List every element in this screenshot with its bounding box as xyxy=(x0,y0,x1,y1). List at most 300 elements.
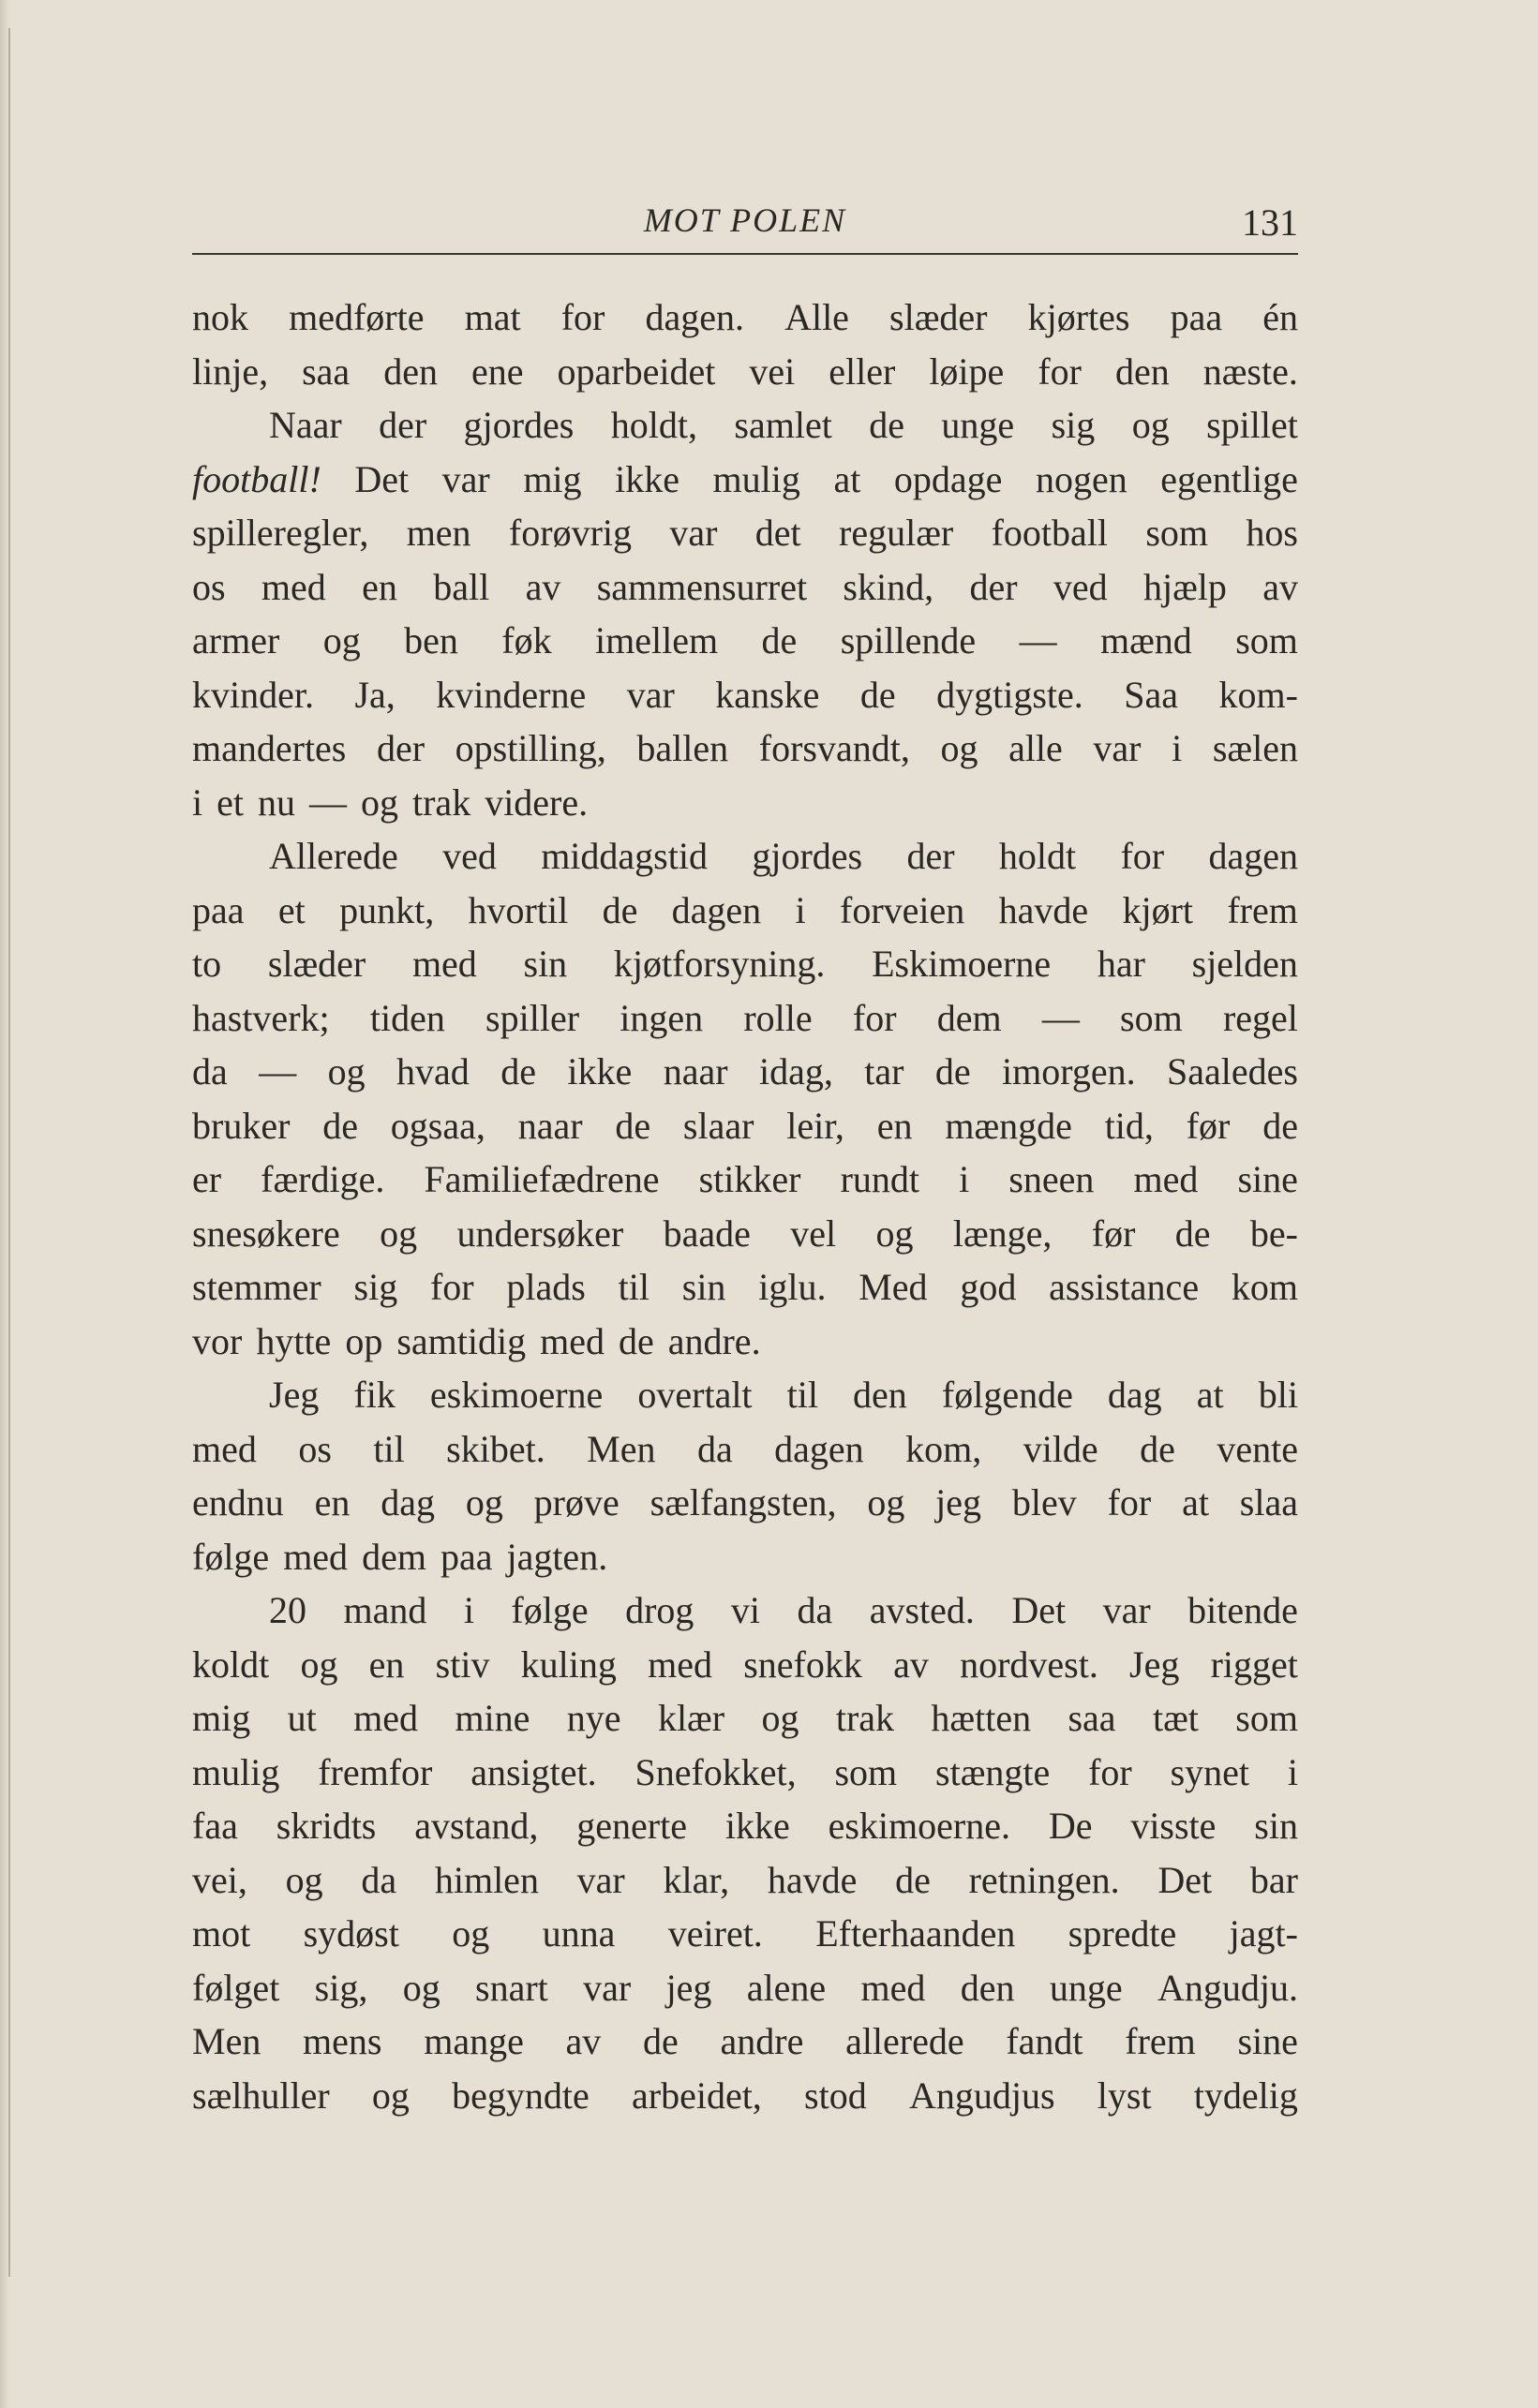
word: en xyxy=(876,1104,913,1147)
word: to xyxy=(192,943,222,985)
text-line xyxy=(192,506,1298,560)
word: klar, xyxy=(663,1858,730,1901)
word: for xyxy=(1038,349,1082,393)
header-rule xyxy=(192,253,1298,255)
word: Men xyxy=(192,2020,261,2062)
word: ved xyxy=(1053,565,1108,608)
word: skibet. xyxy=(446,1427,545,1470)
word: stængte xyxy=(935,1750,1051,1793)
word: og xyxy=(361,780,398,824)
word: var xyxy=(441,457,490,500)
word: undersøker xyxy=(456,1211,624,1255)
text-line xyxy=(192,1315,1298,1369)
text-line xyxy=(192,1691,1298,1746)
text-line xyxy=(192,398,1298,453)
word: Naar xyxy=(269,404,342,446)
word: avstand, xyxy=(414,1805,539,1847)
word: Saaledes xyxy=(1167,1050,1298,1093)
word: hvad xyxy=(396,1050,470,1093)
word: de xyxy=(761,619,798,661)
word: at xyxy=(833,457,861,500)
word: plads xyxy=(506,1266,586,1308)
word: spiller xyxy=(485,996,580,1039)
word: iglu. xyxy=(758,1266,827,1308)
word: vente xyxy=(1217,1427,1298,1470)
word: kom- xyxy=(1218,673,1298,716)
word: trak xyxy=(835,1697,895,1739)
word: for xyxy=(1120,835,1165,877)
word: med xyxy=(648,1642,712,1686)
word: de xyxy=(643,2020,679,2062)
word: nogen xyxy=(1035,457,1127,500)
word: — xyxy=(1041,996,1080,1039)
word: en xyxy=(314,1481,351,1524)
word: sin xyxy=(523,943,568,985)
word: slæder xyxy=(889,296,988,338)
word: Saa xyxy=(1124,673,1179,716)
word: vor xyxy=(192,1319,243,1362)
word: frem xyxy=(1125,2020,1196,2062)
word: at xyxy=(1196,1374,1224,1416)
word: gjordes xyxy=(752,835,863,877)
word: ingen xyxy=(620,996,704,1039)
word: kvinder. xyxy=(192,673,314,716)
text-line xyxy=(192,1152,1298,1207)
word: av xyxy=(565,2020,602,2062)
word: da xyxy=(797,1589,833,1631)
word: mat xyxy=(464,296,521,338)
word: de xyxy=(322,1104,358,1147)
word: ved xyxy=(442,835,497,877)
word: mig xyxy=(192,1697,251,1739)
word: med xyxy=(860,1966,926,2009)
word: hætten xyxy=(931,1697,1032,1739)
word: bruker xyxy=(192,1104,291,1147)
word: og xyxy=(380,1211,418,1255)
word: ikke xyxy=(724,1805,790,1847)
word: saa xyxy=(1068,1697,1116,1739)
word: stikker xyxy=(698,1158,801,1200)
word: mand xyxy=(343,1589,427,1631)
word: kjørt xyxy=(1122,888,1194,931)
word: armer xyxy=(192,619,280,661)
word: den xyxy=(1114,349,1170,393)
word: rundt xyxy=(840,1158,919,1200)
word: alle xyxy=(1008,727,1063,769)
word: eller xyxy=(829,349,896,393)
word: forøvrig xyxy=(508,512,632,554)
word: med xyxy=(192,1427,257,1470)
word: de xyxy=(895,1858,931,1901)
body-text xyxy=(192,290,1298,2122)
word: de xyxy=(618,1319,654,1362)
word: football! xyxy=(192,457,321,500)
word: er xyxy=(192,1158,222,1200)
text-line xyxy=(192,1583,1298,1638)
word: den xyxy=(960,1966,1015,2009)
word: stod xyxy=(804,2074,867,2117)
word: naar xyxy=(663,1050,728,1093)
word: og xyxy=(322,619,361,661)
word: var xyxy=(1102,1589,1151,1631)
word: dag xyxy=(381,1481,435,1524)
word: saa xyxy=(302,349,351,393)
word: Eskimoerne xyxy=(872,943,1052,985)
word: tid, xyxy=(1104,1104,1154,1147)
word: i xyxy=(463,1589,474,1631)
word: gjordes xyxy=(463,404,575,446)
word: av xyxy=(525,565,561,608)
word: spredte xyxy=(1068,1912,1177,1955)
word: vilde xyxy=(1023,1427,1098,1470)
word: os xyxy=(298,1427,332,1470)
word: kjøtforsyning. xyxy=(613,943,826,985)
word: de xyxy=(602,888,638,931)
word: unge xyxy=(941,404,1015,446)
word: mig xyxy=(523,457,582,500)
word: — xyxy=(1019,619,1057,661)
word: da xyxy=(192,1050,228,1093)
word: dagen xyxy=(774,1427,864,1470)
word: Angudju. xyxy=(1157,1966,1298,2009)
text-line xyxy=(192,1530,1298,1584)
word: færdige. xyxy=(261,1158,385,1200)
word: slaa xyxy=(1239,1481,1298,1524)
word: i xyxy=(1287,1750,1298,1793)
word: rolle xyxy=(743,996,813,1039)
word: idag, xyxy=(758,1050,833,1093)
word: imellem xyxy=(595,619,719,661)
word: og xyxy=(371,2074,410,2117)
word: kom, xyxy=(905,1427,982,1470)
word: sælfangsten, xyxy=(650,1481,837,1524)
page-fold-line xyxy=(8,28,10,2277)
word: Det xyxy=(354,457,410,500)
text-line xyxy=(192,776,1298,830)
word: Det xyxy=(1011,1589,1067,1631)
word: dem xyxy=(936,996,1002,1039)
word: nu xyxy=(258,780,295,824)
word: var xyxy=(576,1858,625,1901)
word: der xyxy=(906,835,955,877)
word: punkt, xyxy=(339,888,435,931)
text-line xyxy=(192,668,1298,722)
word: op xyxy=(345,1319,383,1362)
word: længe, xyxy=(952,1211,1053,1255)
word: som xyxy=(1120,996,1183,1039)
word: før xyxy=(1091,1211,1136,1255)
word: som xyxy=(1235,1697,1298,1739)
word: kvinderne xyxy=(436,673,587,716)
word: visste xyxy=(1130,1805,1217,1847)
word: Ja, xyxy=(354,673,396,716)
word: himlen xyxy=(434,1858,539,1901)
word: Snefokket, xyxy=(635,1750,797,1793)
word: football xyxy=(991,512,1108,554)
word: sig xyxy=(1051,404,1096,446)
word: med xyxy=(283,1535,349,1578)
word: lyst xyxy=(1097,2074,1152,2117)
word: generte xyxy=(576,1805,687,1847)
word: spilleregler, xyxy=(192,512,369,554)
word: de xyxy=(1174,1211,1211,1255)
word: sig, xyxy=(314,1966,368,2009)
word: Efterhaanden xyxy=(815,1912,1016,1955)
word: dagen xyxy=(1208,835,1298,877)
word: god xyxy=(960,1266,1017,1308)
text-line xyxy=(192,290,1298,345)
word: og xyxy=(940,727,978,769)
word: dem xyxy=(362,1535,426,1578)
word: nye xyxy=(566,1697,621,1739)
word: da xyxy=(696,1427,733,1470)
text-line xyxy=(192,829,1298,884)
word: sneen xyxy=(1008,1158,1095,1200)
word: og xyxy=(875,1211,914,1255)
word: og xyxy=(867,1481,905,1524)
word: 20 xyxy=(269,1589,306,1631)
word: havde xyxy=(998,888,1089,931)
word: eskimoerne xyxy=(429,1374,604,1416)
word: med xyxy=(261,565,326,608)
word: i xyxy=(959,1158,970,1200)
word: begyndte xyxy=(452,2074,590,2117)
word: mulig xyxy=(712,457,800,500)
word: forveien xyxy=(840,888,965,931)
page-number: 131 xyxy=(1242,201,1298,244)
text-line xyxy=(192,1961,1298,2015)
word: faa xyxy=(192,1805,238,1847)
word: mens xyxy=(303,2020,382,2062)
word: De xyxy=(1048,1805,1093,1847)
word: leir, xyxy=(786,1104,844,1147)
word: kom xyxy=(1231,1266,1298,1308)
word: ogsaa, xyxy=(390,1104,485,1147)
word: sælen xyxy=(1212,727,1298,769)
word: mange xyxy=(424,2020,524,2062)
word: endnu xyxy=(192,1481,284,1524)
word: jeg xyxy=(665,1966,712,2009)
word: sin xyxy=(1254,1805,1298,1847)
word: dagen xyxy=(671,888,762,931)
word: opdage xyxy=(893,457,1003,500)
word: veiret. xyxy=(667,1912,763,1955)
text-line xyxy=(192,614,1298,668)
word: andre. xyxy=(667,1319,761,1362)
text-line xyxy=(192,1907,1298,1961)
word: ansigtet. xyxy=(470,1750,597,1793)
word: der xyxy=(379,404,427,446)
word: tar xyxy=(864,1050,904,1093)
word: imorgen. xyxy=(1002,1050,1136,1093)
word: hvortil xyxy=(468,888,569,931)
word: naar xyxy=(517,1104,583,1147)
word: skind, xyxy=(843,565,934,608)
word: og xyxy=(1131,404,1170,446)
word: vei, xyxy=(192,1858,247,1901)
word: kuling xyxy=(520,1642,617,1686)
word: var xyxy=(583,1966,632,2009)
word: fik xyxy=(353,1374,396,1416)
word: nok xyxy=(192,296,248,338)
word: de xyxy=(500,1050,536,1093)
word: synet xyxy=(1170,1750,1250,1793)
word: middagstid xyxy=(541,835,708,877)
word: for xyxy=(560,296,605,338)
word: Angudjus xyxy=(908,2074,1055,2117)
word: havde xyxy=(767,1858,858,1901)
word: hastverk; xyxy=(192,996,330,1039)
word: kanske xyxy=(715,673,820,716)
text-line xyxy=(192,345,1298,399)
word: bli xyxy=(1258,1374,1298,1416)
word: der xyxy=(969,565,1018,608)
word: sjelden xyxy=(1191,943,1298,985)
word: de xyxy=(615,1104,651,1147)
word: av xyxy=(893,1642,929,1686)
word: som xyxy=(834,1750,898,1793)
text-line xyxy=(192,2014,1298,2069)
word: samtidig xyxy=(396,1319,527,1362)
word: næste. xyxy=(1202,349,1298,393)
word: og xyxy=(285,1858,323,1901)
word: som xyxy=(1145,512,1209,554)
word: hos xyxy=(1246,512,1298,554)
word: andre xyxy=(720,2020,804,2062)
word: løipe xyxy=(929,349,1005,393)
text-line xyxy=(192,1045,1298,1099)
word: for xyxy=(852,996,897,1039)
text-line xyxy=(192,1853,1298,1908)
word: i xyxy=(192,780,203,824)
word: Jeg xyxy=(269,1374,320,1416)
word: til xyxy=(786,1374,818,1416)
text-line xyxy=(192,1476,1298,1530)
word: i xyxy=(795,888,806,931)
word: den xyxy=(383,349,438,393)
word: og xyxy=(402,1966,440,2009)
word: linje, xyxy=(192,349,269,393)
word: sine xyxy=(1237,2020,1298,2062)
word: med xyxy=(411,943,477,985)
word: mængde xyxy=(945,1104,1072,1147)
word: slæder xyxy=(267,943,366,985)
word: og xyxy=(300,1642,338,1686)
text-line xyxy=(192,1746,1298,1800)
word: den xyxy=(853,1374,907,1416)
word: ben xyxy=(404,619,458,661)
word: drog xyxy=(625,1589,694,1631)
word: nordvest. xyxy=(960,1642,1098,1686)
word: vel xyxy=(790,1211,837,1255)
word: var xyxy=(626,673,675,716)
word: som xyxy=(1235,619,1298,661)
word: én xyxy=(1262,296,1298,338)
word: rigget xyxy=(1210,1642,1298,1686)
word: de xyxy=(1140,1427,1175,1470)
word: spillet xyxy=(1206,404,1298,446)
word: var xyxy=(669,512,718,554)
word: frem xyxy=(1227,888,1298,931)
word: snart xyxy=(475,1966,548,2009)
word: vi xyxy=(730,1589,760,1631)
word: ene xyxy=(470,349,524,393)
word: samlet xyxy=(734,404,832,446)
word: og xyxy=(761,1697,799,1739)
text-line xyxy=(192,884,1298,938)
text-line xyxy=(192,1799,1298,1853)
word: slaar xyxy=(682,1104,754,1147)
word: de xyxy=(934,1050,971,1093)
word: skridts xyxy=(276,1805,377,1847)
running-title: MOT POLEN xyxy=(643,201,847,239)
word: klær xyxy=(657,1697,725,1739)
word: avsted. xyxy=(869,1589,975,1631)
word: Allerede xyxy=(269,835,398,877)
word: jagt- xyxy=(1229,1912,1298,1955)
word: et xyxy=(277,888,306,931)
word: for xyxy=(429,1266,474,1308)
word: bar xyxy=(1249,1858,1298,1901)
word: og xyxy=(327,1050,366,1093)
word: oparbeidet xyxy=(557,349,716,393)
text-line xyxy=(192,991,1298,1046)
word: regel xyxy=(1222,996,1298,1039)
word: ut xyxy=(287,1697,317,1739)
word: sydøst xyxy=(303,1912,399,1955)
text-line xyxy=(192,721,1298,776)
text-line xyxy=(192,453,1298,507)
word: og xyxy=(452,1912,490,1955)
word: mine xyxy=(455,1697,530,1739)
word: bitende xyxy=(1187,1589,1298,1631)
word: og xyxy=(465,1481,503,1524)
word: dygtigste. xyxy=(936,673,1083,716)
word: mulig xyxy=(192,1750,280,1793)
word: føk xyxy=(501,619,552,661)
word: jagten. xyxy=(506,1535,608,1578)
word: Det xyxy=(1157,1858,1213,1901)
word: os xyxy=(192,565,226,608)
word: følge xyxy=(192,1535,270,1578)
word: baade xyxy=(663,1211,751,1255)
word: Jeg xyxy=(1129,1642,1180,1686)
word: eskimoerne. xyxy=(828,1805,1010,1847)
text-line xyxy=(192,2069,1298,2123)
word: fremfor xyxy=(318,1750,433,1793)
word: blev xyxy=(1011,1481,1077,1524)
word: prøve xyxy=(533,1481,620,1524)
text-line xyxy=(192,1368,1298,1422)
word: paa xyxy=(192,888,245,931)
word: i xyxy=(1172,727,1183,769)
word: Men xyxy=(587,1427,656,1470)
word: stiv xyxy=(435,1642,490,1686)
word: av xyxy=(1262,565,1298,608)
word: da xyxy=(361,1858,397,1901)
word: spillende xyxy=(840,619,977,661)
word: men xyxy=(406,512,471,554)
word: følget xyxy=(192,1966,280,2009)
word: Alle xyxy=(784,296,849,338)
word: videre. xyxy=(485,780,589,824)
word: for xyxy=(1088,1750,1132,1793)
word: til xyxy=(373,1427,405,1470)
word: alene xyxy=(746,1966,827,2009)
word: med xyxy=(540,1319,605,1362)
word: sin xyxy=(681,1266,726,1308)
word: unna xyxy=(542,1912,616,1955)
